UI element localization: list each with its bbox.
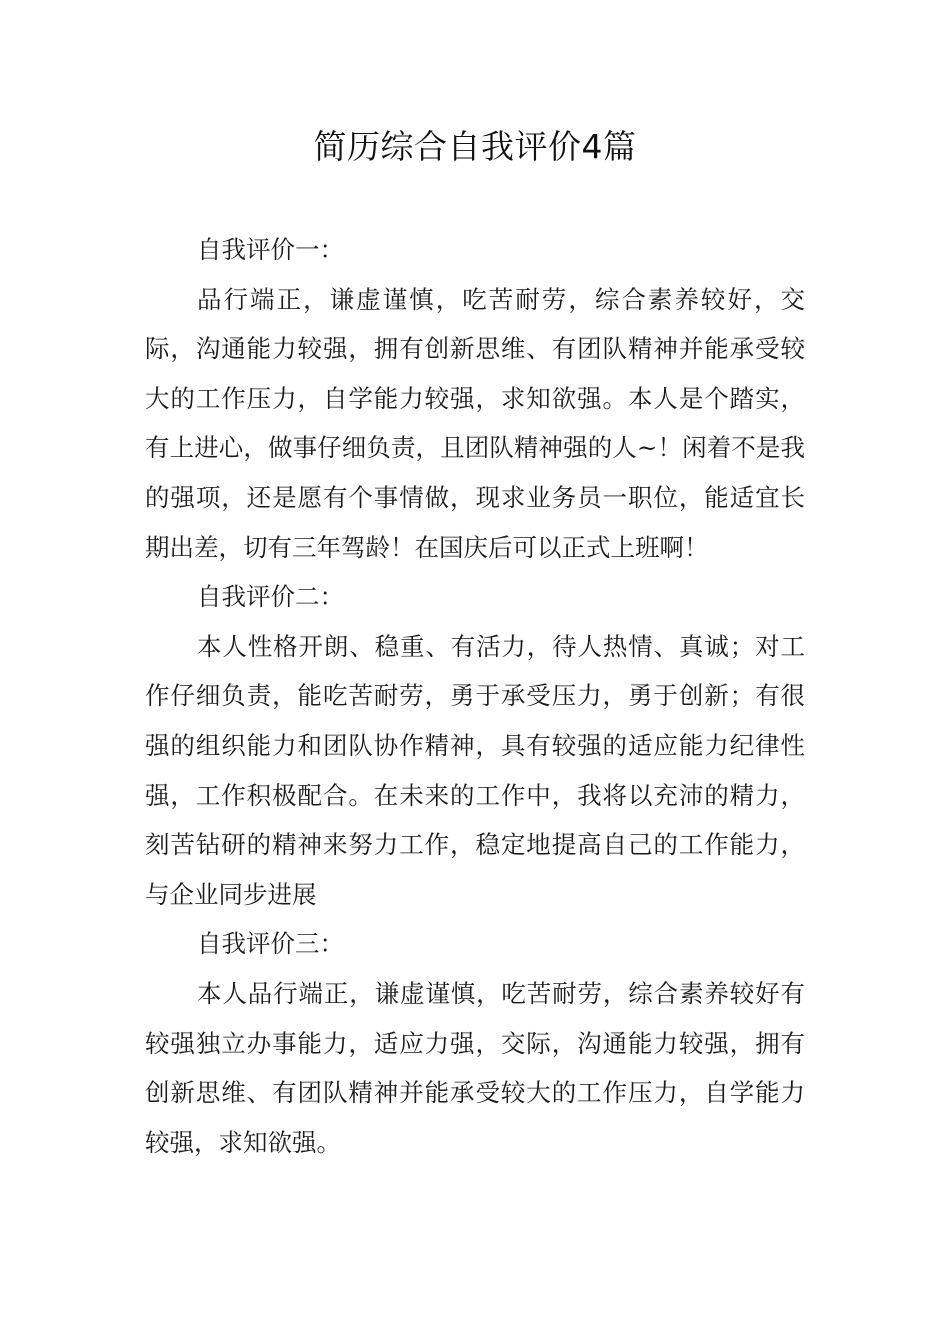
section-paragraph-3: 本人品行端正，谦虚谨慎，吃苦耐劳，综合素养较好有较强独立办事能力，适应力强，交际，沟通能力较强，拥有创新思维、有团队精神并能承受较大的工作压力，自学能力较强，求知欲强。: [145, 978, 805, 1157]
document-body: [145, 225, 805, 1167]
section-heading-3: 自我评价三：: [197, 929, 344, 959]
section-paragraph-1: 品行端正，谦虚谨慎，吃苦耐劳，综合素养较好，交际，沟通能力较强，拥有创新思维、有团队精神并能承受较大的工作压力，自学能力较强，求知欲强。本人是个踏实，有上进心，做事仔细负责，且团队精神强的人~！闲着不是我的强项，还是愿有个事情做，现求业务员一职位，能适宜长期出差，切有三年驾龄！在国庆后可以正式上班啊！: [145, 284, 805, 562]
section-heading-1: 自我评价一：: [197, 235, 344, 264]
section-paragraph-2: 本人性格开朗、稳重、有活力，待人热情、真诚；对工作仔细负责，能吃苦耐劳，勇于承受压力，勇于创新；有很强的组织能力和团队协作精神，具有较强的适应能力纪律性强，工作积极配合。在未来的工作中，我将以充沛的精力，刻苦钻研的精神来努力工作，稳定地提高自己的工作能力，与企业同步进展: [145, 631, 805, 909]
section-heading-2: 自我评价二：: [197, 582, 344, 612]
document-title: 简历综合自我评价4篇: [313, 127, 637, 166]
